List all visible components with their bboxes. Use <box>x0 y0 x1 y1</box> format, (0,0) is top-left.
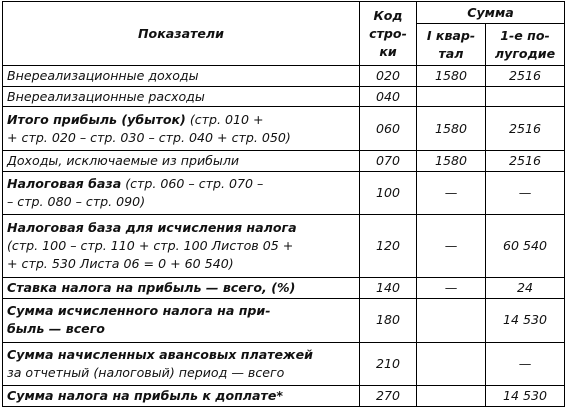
q1-value-cell <box>417 86 486 107</box>
h1-value-cell: 2516 <box>486 150 565 171</box>
indicator-line <box>7 302 355 320</box>
q1-value-cell <box>417 386 486 407</box>
indicator-cell <box>3 342 360 386</box>
table-row <box>3 150 565 171</box>
q1-value-cell: 1580 <box>417 66 486 87</box>
indicator-line <box>7 255 355 273</box>
code-cell: 040 <box>360 86 417 107</box>
indicator-line <box>7 175 355 193</box>
header-code <box>360 2 417 66</box>
indicator-cell <box>3 66 360 87</box>
indicator-plain-text: (стр. 010 + <box>185 111 264 127</box>
indicator-line <box>7 219 355 237</box>
table-row <box>3 215 565 278</box>
indicator-line <box>7 129 355 147</box>
code-cell: 020 <box>360 66 417 87</box>
indicator-cell <box>3 107 360 151</box>
q1-value-cell: 1580 <box>417 107 486 151</box>
header-h1-line1: 1-е по- <box>500 27 550 43</box>
table-header <box>3 2 565 66</box>
indicator-bold-text: быль — всего <box>7 321 105 337</box>
table-row <box>3 171 565 215</box>
indicator-plain-text: (стр. 100 – стр. 110 + стр. 100 Листов 05 + <box>7 238 294 254</box>
indicator-plain-text: Доходы, исключаемые из прибыли <box>7 152 240 168</box>
code-cell: 270 <box>360 386 417 407</box>
indicator-line <box>7 279 355 297</box>
indicator-line <box>7 193 355 211</box>
code-cell: 210 <box>360 342 417 386</box>
q1-value-cell <box>417 342 486 386</box>
indicator-bold-text: Сумма начисленных авансовых платежей <box>7 346 313 362</box>
indicator-bold-text: Итого прибыль (убыток) <box>7 111 186 127</box>
indicator-plain-text: + стр. 020 – стр. 030 – стр. 040 + стр. 050) <box>7 129 291 145</box>
indicator-plain-text: Внереализационные расходы <box>7 88 205 104</box>
table-row <box>3 86 565 107</box>
header-code-line2: стро- <box>369 25 407 41</box>
h1-value-cell: 2516 <box>486 66 565 87</box>
tax-table <box>2 1 565 407</box>
q1-value-cell <box>417 299 486 343</box>
header-h1 <box>486 24 565 66</box>
indicator-bold-text: Налоговая база <box>7 175 122 191</box>
q1-value-cell: 1580 <box>417 150 486 171</box>
indicator-line <box>7 111 355 129</box>
table-row <box>3 107 565 151</box>
indicator-line <box>7 88 355 106</box>
h1-value-cell: — <box>486 171 565 215</box>
code-cell: 100 <box>360 171 417 215</box>
indicator-plain-text: (стр. 060 – стр. 070 – <box>121 175 264 191</box>
table-row <box>3 342 565 386</box>
header-code-line1: Код <box>373 7 403 23</box>
table-row <box>3 386 565 407</box>
q1-value-cell: — <box>417 215 486 278</box>
table-row <box>3 66 565 87</box>
header-q1-line1: I квар- <box>426 27 476 43</box>
h1-value-cell: — <box>486 342 565 386</box>
indicator-cell <box>3 171 360 215</box>
indicator-cell <box>3 386 360 407</box>
indicator-line <box>7 320 355 338</box>
table-row <box>3 299 565 343</box>
indicator-bold-text: Сумма исчисленного налога на при- <box>7 303 271 319</box>
code-cell: 060 <box>360 107 417 151</box>
indicator-cell <box>3 278 360 299</box>
header-h1-line2: лугодие <box>494 45 556 61</box>
code-cell: 180 <box>360 299 417 343</box>
indicator-plain-text: + стр. 530 Листа 06 = 0 + 60 540) <box>7 256 234 272</box>
table-row <box>3 278 565 299</box>
indicator-plain-text: – стр. 080 – стр. 090) <box>7 193 146 209</box>
indicator-cell <box>3 150 360 171</box>
header-q1-line2: тал <box>438 45 464 61</box>
code-cell: 140 <box>360 278 417 299</box>
indicator-bold-text: Налоговая база для исчисления налога <box>7 220 297 236</box>
indicator-cell <box>3 215 360 278</box>
indicator-line <box>7 237 355 255</box>
indicator-line <box>7 364 355 382</box>
code-cell: 070 <box>360 150 417 171</box>
h1-value-cell <box>486 86 565 107</box>
h1-value-cell: 24 <box>486 278 565 299</box>
q1-value-cell: — <box>417 171 486 215</box>
indicator-cell <box>3 86 360 107</box>
h1-value-cell: 14 530 <box>486 299 565 343</box>
h1-value-cell: 14 530 <box>486 386 565 407</box>
header-sum: Сумма <box>417 2 565 24</box>
indicator-bold-text: Ставка налога на прибыль — всего, (%) <box>7 280 296 296</box>
indicator-bold-text: Сумма налога на прибыль к доплате* <box>7 388 283 404</box>
indicator-line <box>7 387 355 405</box>
header-indicators: Показатели <box>3 2 360 66</box>
code-cell: 120 <box>360 215 417 278</box>
q1-value-cell: — <box>417 278 486 299</box>
h1-value-cell: 2516 <box>486 107 565 151</box>
indicator-plain-text: Внереализационные доходы <box>7 67 199 83</box>
indicator-line <box>7 152 355 170</box>
indicator-line <box>7 67 355 85</box>
h1-value-cell: 60 540 <box>486 215 565 278</box>
indicator-plain-text: за отчетный (налоговый) период — всего <box>7 364 285 380</box>
table-body <box>3 66 565 407</box>
header-q1 <box>417 24 486 66</box>
header-code-line3: ки <box>379 43 397 59</box>
indicator-cell <box>3 299 360 343</box>
indicator-line <box>7 346 355 364</box>
